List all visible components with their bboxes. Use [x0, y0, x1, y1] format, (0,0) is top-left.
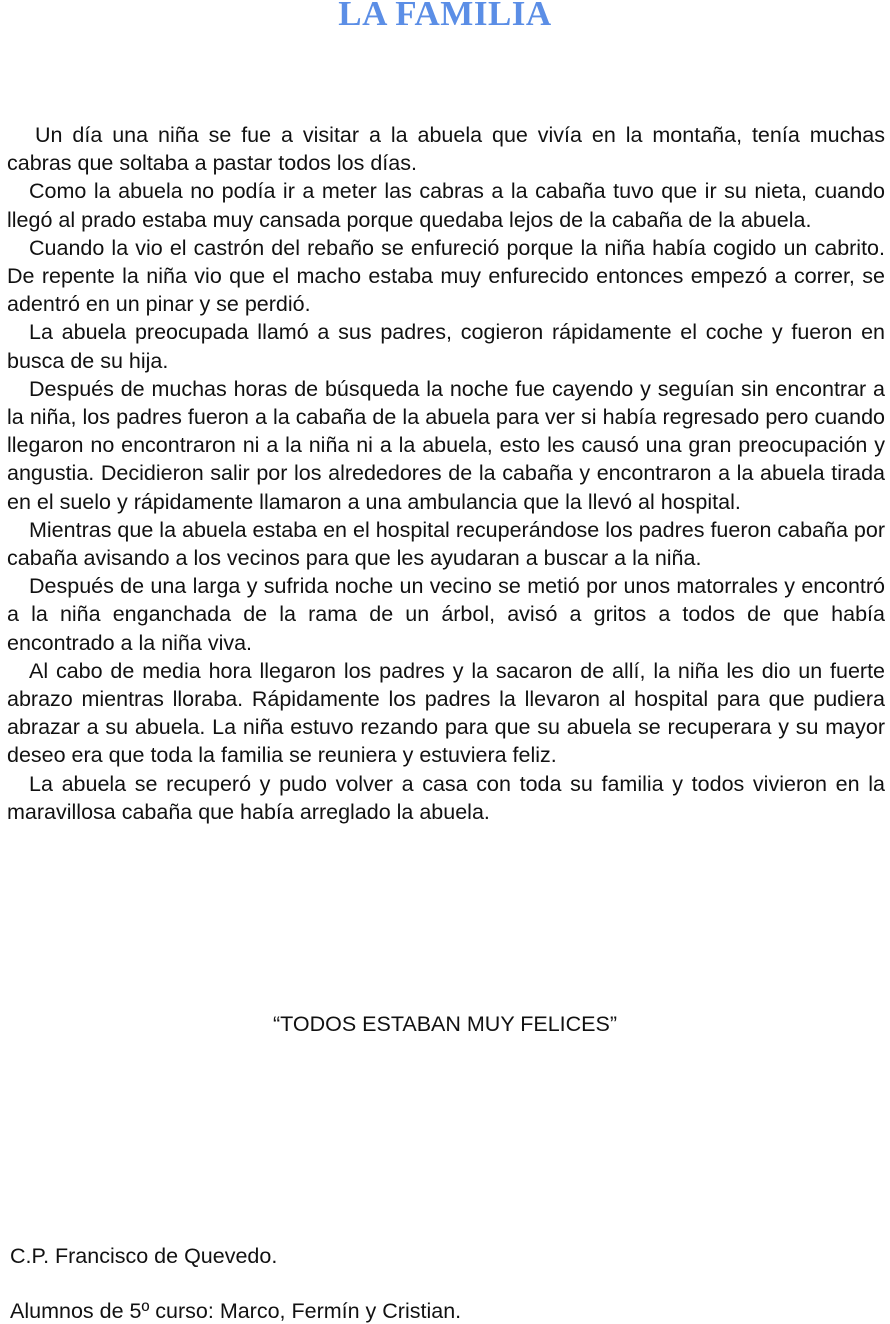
student-credits: Alumnos de 5º curso: Marco, Fermín y Cristian. — [10, 1299, 462, 1323]
paragraph: La abuela se recuperó y pudo volver a casa con toda su familia y todos vivieron en la maravillosa cabaña que había arreglado la abuela. — [7, 771, 885, 824]
paragraph: Al cabo de media hora llegaron los padres y la sacaron de allí, la niña les dio un fuerte abrazo mientras lloraba. Rápidamente los padres la llevaron al hospital para que pudiera abrazar a su abuela. La niña estuvo rezando para que su abuela se recuperara y su mayor deseo era que toda la familia se reuniera y estuviera feliz. — [7, 658, 885, 768]
paragraph: Después de una larga y sufrida noche un vecino se metió por unos matorrales y encontró a la niña enganchada de la rama de un árbol, avisó a gritos a todos de que había encontrado a la niña viva. — [7, 574, 885, 655]
paragraph: Después de muchas horas de búsqueda la noche fue cayendo y seguían sin encontrar a la niña, los padres fueron a la cabaña de la abuela para ver si había regresado pero cuando llegaron no encontraron ni a la niña ni a la abuela, esto les causó una gran preocupación y angustia. Decidieron salir por los alrededores de la cabaña y encontraron a la abuela tirada en el suelo y rápidamente llamaron a una ambulancia que la llevó al hospital. — [7, 376, 885, 514]
paragraph: Como la abuela no podía ir a meter las cabras a la cabaña tuvo que ir su nieta, cuando llegó al prado estaba muy cansada porque quedaba lejos de la cabaña de la abuela. — [7, 179, 885, 232]
paragraph: Mientras que la abuela estaba en el hospital recuperándose los padres fueron cabaña por cabaña avisando a los vecinos para que les ayudaran a buscar a la niña. — [7, 517, 885, 571]
school-name: C.P. Francisco de Quevedo. — [10, 1244, 278, 1268]
paragraph: Un día una niña se fue a visitar a la abuela que vivía en la montaña, tenía muchas cabras que soltaba a pastar todos los días. — [7, 123, 885, 176]
paragraph: Cuando la vio el castrón del rebaño se enfureció porque la niña había cogido un cabrito. De repente la niña vio que el macho estaba muy enfurecido entonces empezó a correr, se adentró en un pinar y se perdió. — [7, 235, 885, 317]
paragraph: La abuela preocupada llamó a sus padres, cogieron rápidamente el coche y fueron en busca de su hija. — [7, 320, 885, 373]
story-body — [7, 121, 885, 826]
page-title: LA FAMILIA — [338, 0, 552, 33]
closing-motto: “TODOS ESTABAN MUY FELICES” — [272, 1012, 618, 1036]
